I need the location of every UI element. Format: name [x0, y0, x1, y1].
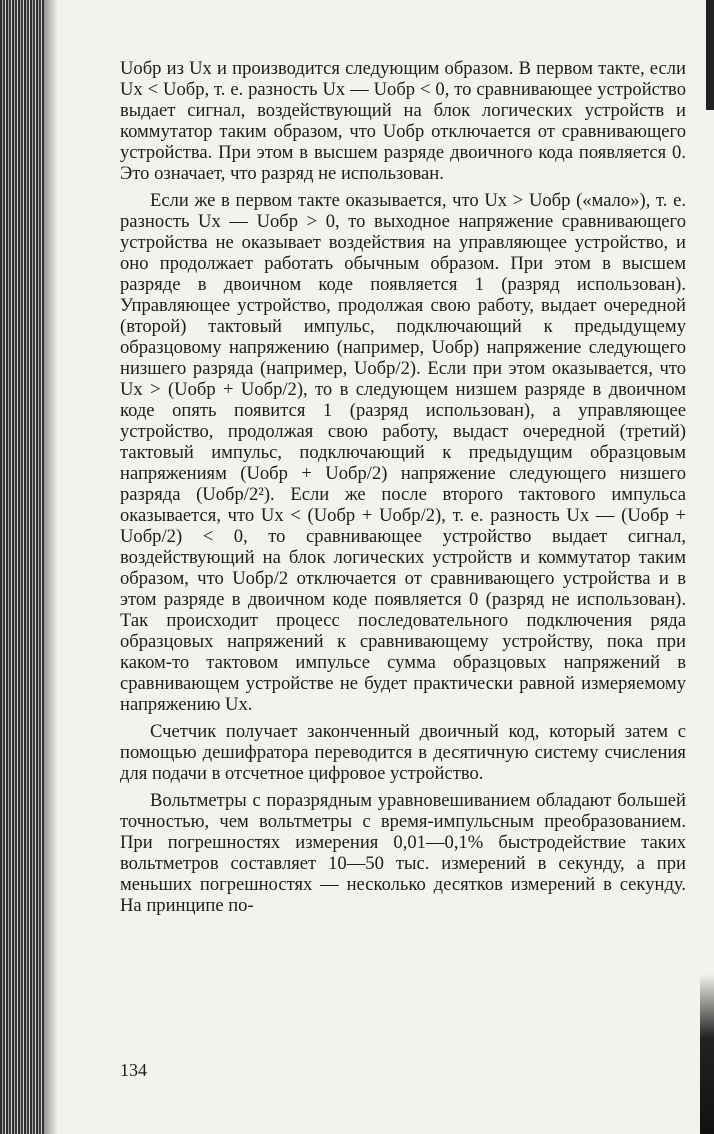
book-binding-shadow — [0, 0, 44, 1134]
paragraph-4: Вольтметры с поразрядным уравновешиванием обладают большей точностью, чем вольтметры с время-импульсным преобразованием. При погрешностях измерения 0,01—0,1% быстродействие таких вольтметров составляет 10—50 тыс. измерений в секунду, а при меньших погрешностях — несколько десятков измерений в секунду. На принципе по- — [120, 790, 686, 916]
paragraph-3: Счетчик получает законченный двоичный код, который затем с помощью дешифратора переводится в десятичную систему счисления для подачи в отсчетное цифровое устройство. — [120, 721, 686, 784]
page-number: 134 — [120, 1060, 147, 1080]
page-edge-top-right — [706, 0, 714, 110]
paragraph-2: Если же в первом такте оказывается, что Ux > Uобр («мало»), т. е. разность Ux — Uобр > 0, то выходное напряжение сравнивающего устройства не оказывает воздействия на управляющее устройство, и оно продолжает работать обычным образом. При этом в высшем разряде в двоичном коде появляется 1 (разряд использован). Управляющее устройство, продолжая свою работу, выдает очередной (второй) тактовый импульс, подключающий к предыдущему образцовому напряжению (например, Uобр) напряжение следующего низшего разряда (например, Uобр/2). Если при этом оказывается, что Ux > (Uобр + Uобр/2), то в следующем низшем разряде в двоичном коде опять появится 1 (разряд использован), а управляющее устройство, продолжая свою работу, выдаст очередной (третий) тактовый импульс, подключающий к предыдущим образцовым напряжениям (Uобр + Uобр/2) напряжение следующего низшего разряда (Uобр/2²). Если же после второго тактового импульса оказывается, что Ux < (Uобр + Uобр/2), т. е. разность Ux — (Uобр + Uобр/2) < 0, то сравнивающее устройство выдает сигнал, воздействующий на блок логических устройств и коммутатор таким образом, что Uобр/2 отключается от сравнивающего устройства и в этом разряде в двоичном коде появляется 0 (разряд не использован). Так происходит процесс последовательного подключения ряда образцовых напряжений к сравнивающему устройству, пока при каком-то тактовом импульсе сумма образцовых напряжений в сравнивающем устройстве не будет практически равной измеряемому напряжению Ux. — [120, 190, 686, 715]
page-edge-bottom-right — [700, 974, 714, 1134]
page-body — [120, 58, 686, 916]
paragraph-1: Uобр из Ux и производится следующим образом. В первом такте, если Ux < Uобр, т. е. разность Ux — Uобр < 0, то сравнивающее устройство выдает сигнал, воздействующий на блок логических устройств и коммутатор таким образом, что Uобр отключается от сравнивающего устройства. При этом в высшем разряде двоичного кода появляется 0. Это означает, что разряд не использован. — [120, 58, 686, 184]
